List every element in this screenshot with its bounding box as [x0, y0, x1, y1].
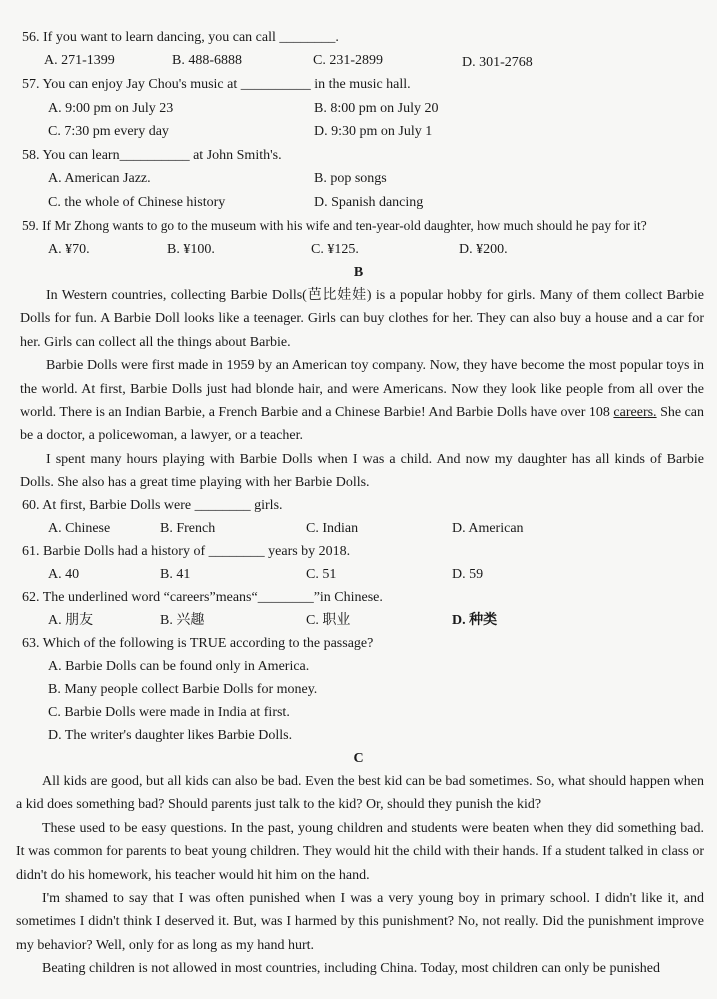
- question-63: 63. Which of the following is TRUE according to the passage?: [22, 636, 374, 651]
- passage-b-paragraph-1: In Western countries, collecting Barbie Dolls(芭比娃娃) is a popular hobby for girls. Many of them collect Barbie Dolls for fun. A Barbie Doll looks like a teenager. Girls can buy clothes for her. They can also buy a house and a car for her. Girls can collect all the things about Barbie.: [20, 288, 704, 350]
- question-57: 57. You can enjoy Jay Chou's music at __________ in the music hall.: [22, 77, 411, 92]
- passage-b-paragraph-2: [20, 354, 704, 448]
- q60-option-b: B. French: [160, 521, 216, 536]
- passage-c-paragraph-3: I'm shamed to say that I was often punished when I was a very young boy in primary school. I didn't like it, and sometimes I didn't think I deserved it. But, was I harmed by this punishment? No, not really. Did the punishment improve my behavior? Well, only for as long as my hand hurt.: [16, 891, 704, 953]
- q58-option-c: C. the whole of Chinese history: [48, 195, 226, 210]
- q63-option-a: A. Barbie Dolls can be found only in America.: [48, 659, 310, 674]
- q59-option-c: C. ¥125.: [311, 242, 359, 257]
- q62-option-c: C. 职业: [306, 613, 351, 628]
- q57-option-b: B. 8:00 pm on July 20: [314, 101, 439, 116]
- section-c-heading: C: [353, 751, 364, 766]
- q61-option-a: A. 40: [48, 567, 80, 582]
- passage-b-paragraph-2-text: Barbie Dolls were first made in 1959 by an American toy company. Now, they have become the most popular toys in the world. At first, Barbie Dolls just had blonde hair, and were Americans. Now they look like people from all over the world. There is an Indian Barbie, a French Barbie and a Chinese Barbie! And Barbie Dolls have over 108: [20, 358, 704, 421]
- passage-c-paragraph-2: These used to be easy questions. In the past, young children and students were beaten when they did something bad. It was common for parents to beat young children. They would hit the child with their hands. If a student talked in class or didn't do his homework, his teacher would hit him on the hand.: [16, 820, 704, 883]
- q60-option-c: C. Indian: [306, 521, 359, 536]
- question-58: 58. You can learn__________ at John Smith's.: [22, 148, 282, 163]
- question-61: 61. Barbie Dolls had a history of ________ years by 2018.: [22, 544, 351, 559]
- underlined-word-careers: careers.: [613, 405, 657, 421]
- q58-option-a: A. American Jazz.: [48, 171, 151, 186]
- q57-option-a: A. 9:00 pm on July 23: [48, 101, 174, 116]
- q59-option-b: B. ¥100.: [167, 242, 215, 257]
- passage-c: [16, 770, 704, 981]
- passage-b: [20, 284, 704, 495]
- q56-option-b: B. 488-6888: [172, 53, 242, 68]
- q62-option-d: D. 种类: [452, 613, 498, 628]
- q56-option-a: A. 271-1399: [44, 53, 115, 68]
- q61-option-c: C. 51: [306, 567, 337, 582]
- question-56: 56. If you want to learn dancing, you can call ________.: [22, 30, 339, 45]
- q57-option-c: C. 7:30 pm every day: [48, 124, 169, 139]
- q62-option-a: A. 朋友: [48, 613, 94, 628]
- q59-option-a: A. ¥70.: [48, 242, 90, 257]
- q56-option-d: D. 301-2768: [462, 55, 533, 70]
- q61-option-d: D. 59: [452, 567, 484, 582]
- q57-option-d: D. 9:30 pm on July 1: [314, 124, 433, 139]
- q58-option-d: D. Spanish dancing: [314, 195, 424, 210]
- q59-option-d: D. ¥200.: [459, 242, 508, 257]
- q60-option-d: D. American: [452, 521, 524, 536]
- q58-option-b: B. pop songs: [314, 171, 387, 186]
- passage-b-paragraph-3: I spent many hours playing with Barbie Dolls when I was a child. And now my daughter has all kinds of Barbie Dolls. She also has a great time playing with her Barbie Dolls.: [20, 451, 704, 491]
- question-62: 62. The underlined word “careers”means“________”in Chinese.: [22, 590, 383, 605]
- question-59: 59. If Mr Zhong wants to go to the museum with his wife and ten-year-old daughter, how much should he pay for it?: [22, 218, 647, 233]
- q60-option-a: A. Chinese: [48, 521, 111, 536]
- q61-option-b: B. 41: [160, 567, 191, 582]
- passage-b-paragraph-2-end: She can be a doctor, a policewoman, a lawyer, or a teacher.: [20, 405, 704, 444]
- q63-option-d: D. The writer's daughter likes Barbie Dolls.: [48, 728, 293, 743]
- q56-option-c: C. 231-2899: [313, 53, 383, 68]
- passage-c-paragraph-4: Beating children is not allowed in most countries, including China. Today, most children can only be punished: [42, 961, 661, 977]
- q63-option-c: C. Barbie Dolls were made in India at first.: [48, 705, 290, 720]
- passage-c-paragraph-1: All kids are good, but all kids can also be bad. Even the best kid can be bad sometimes. So, what should happen when a kid does something bad? Should parents just talk to the kid? Or, should they punish the kid?: [16, 774, 704, 813]
- q63-option-b: B. Many people collect Barbie Dolls for money.: [48, 682, 318, 697]
- q62-option-b: B. 兴趣: [160, 613, 205, 628]
- question-60: 60. At first, Barbie Dolls were ________ girls.: [22, 498, 283, 513]
- section-b-heading: B: [353, 265, 364, 280]
